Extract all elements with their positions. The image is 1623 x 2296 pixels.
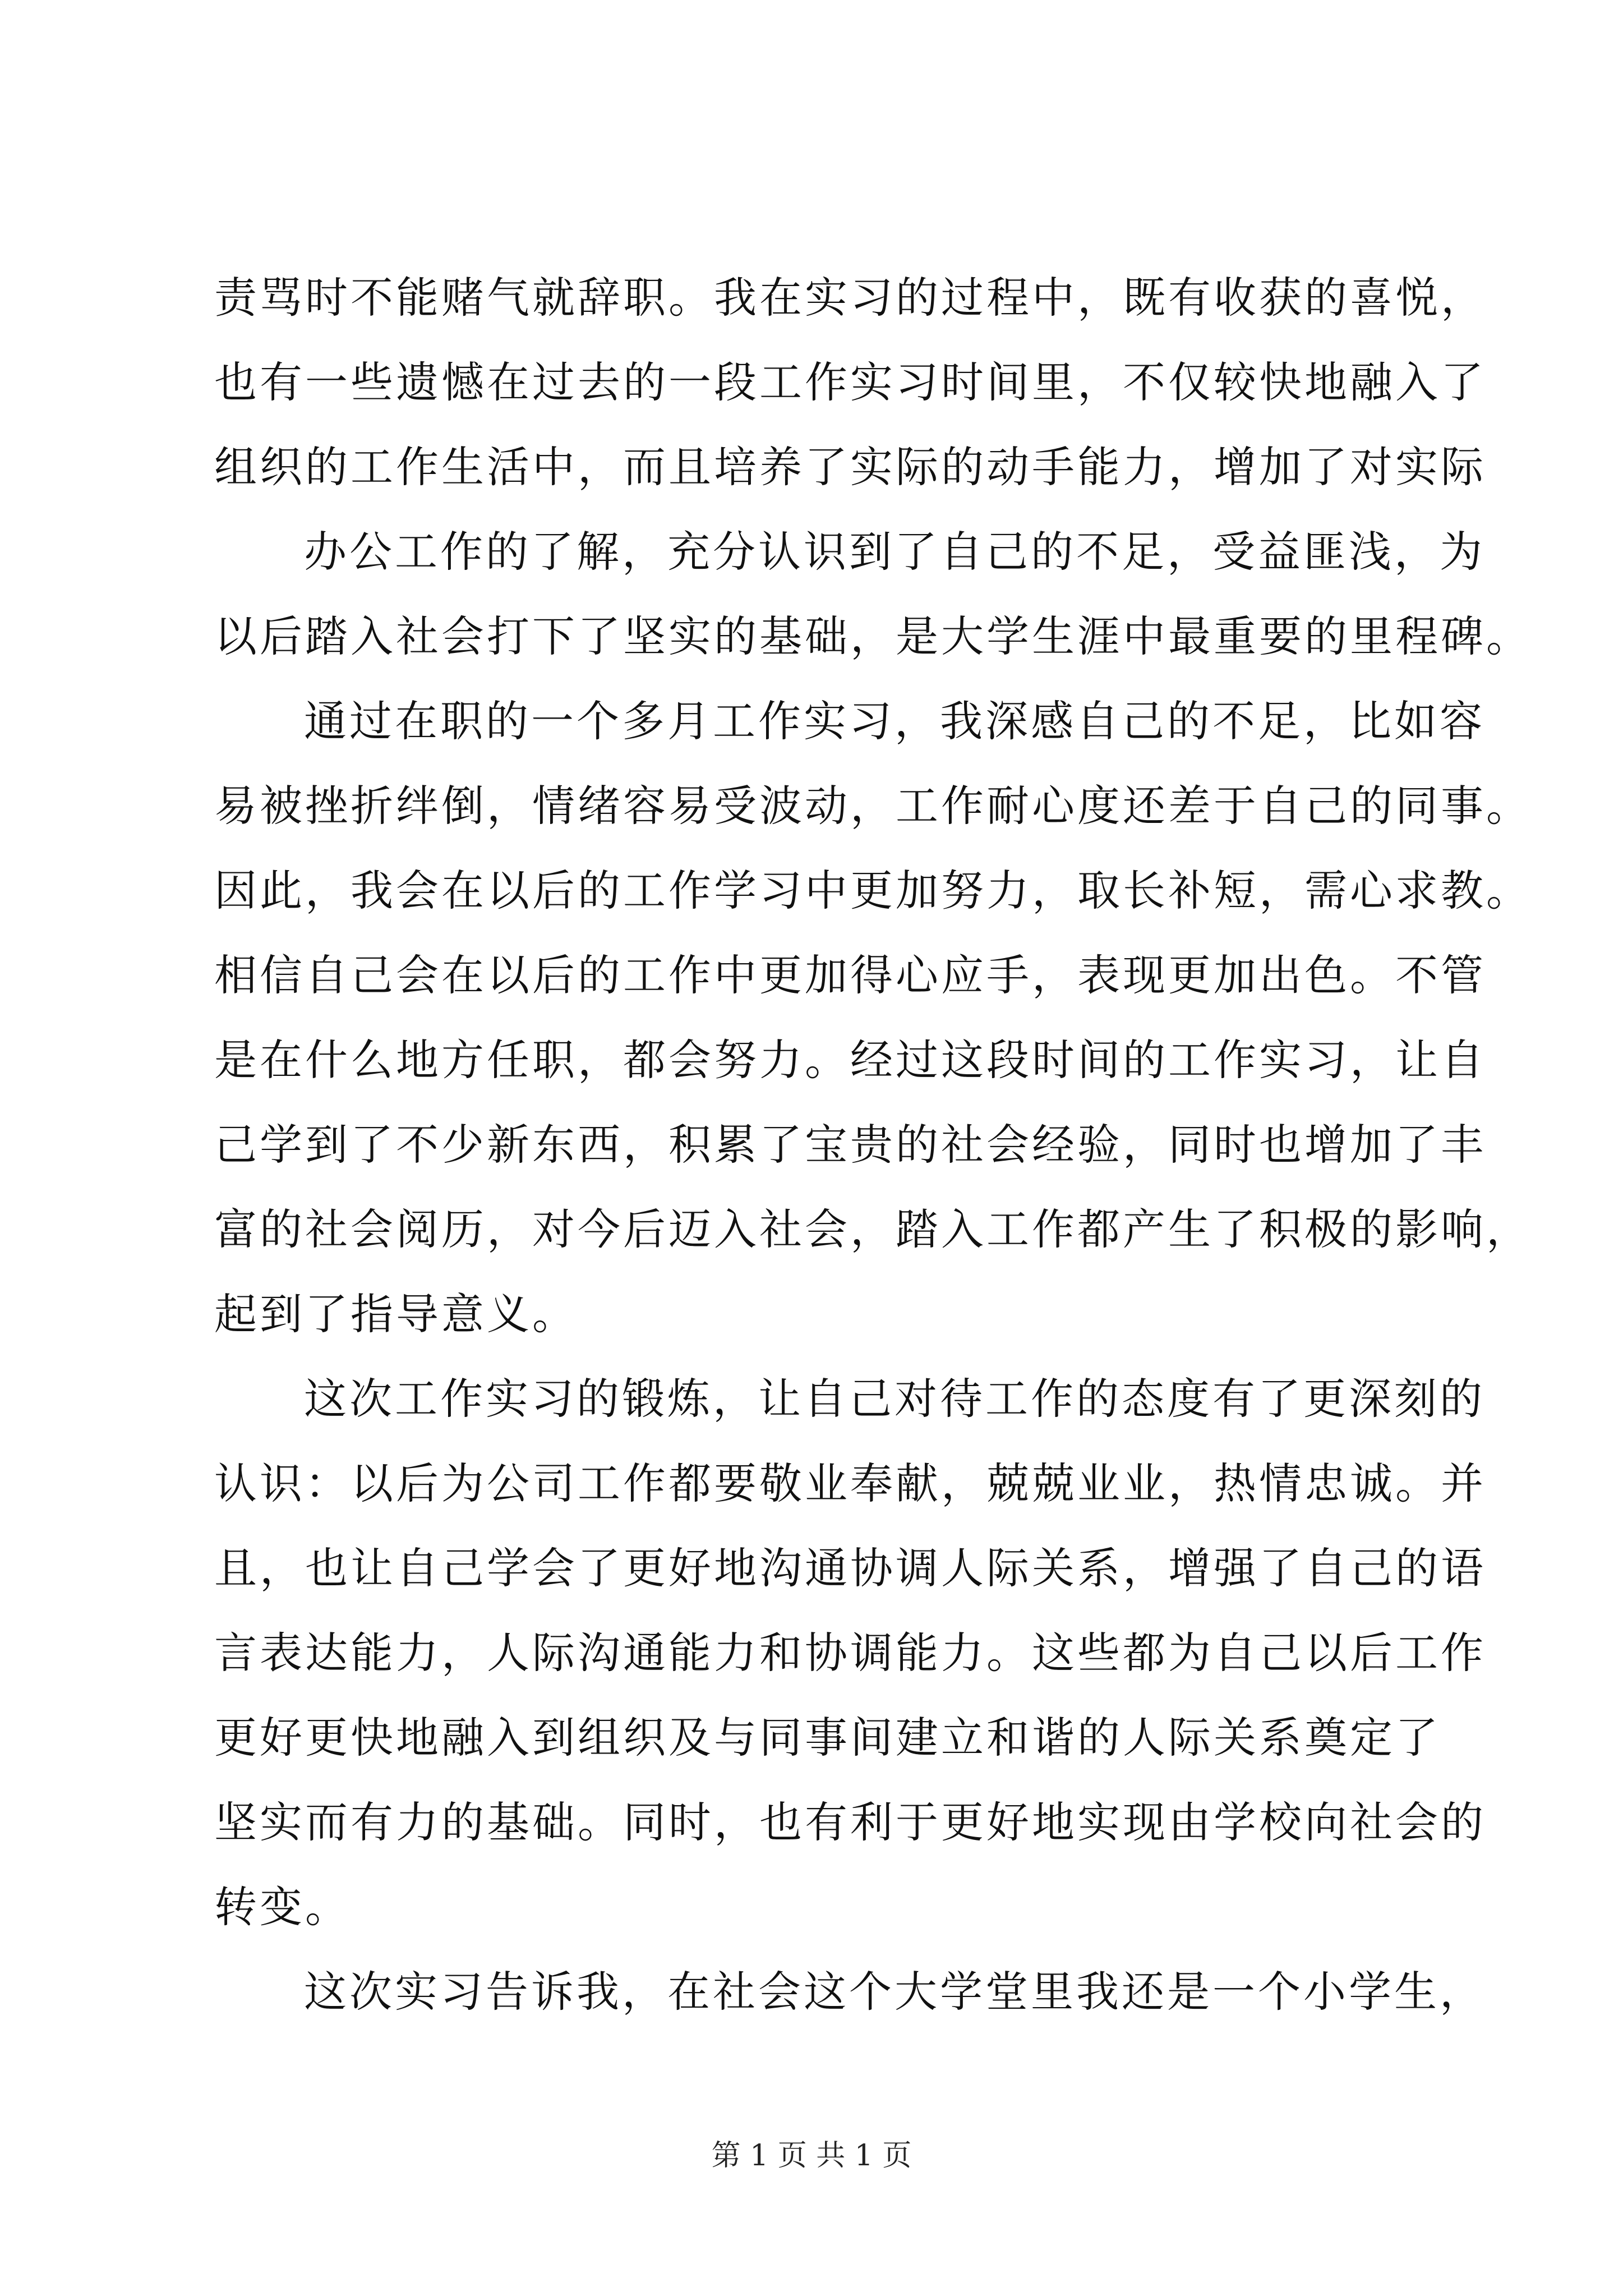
text-line: 坚实而有力的基础。同时，也有利于更好地实现由学校向社会的: [214, 1797, 1486, 1847]
text-line: 这次实习告诉我，在社会这个大学堂里我还是一个小学生，: [304, 1967, 1485, 2017]
text-line: 认识：以后为公司工作都要敬业奉献，兢兢业业，热情忠诚。并: [214, 1458, 1486, 1508]
document-body: [214, 255, 1532, 2034]
text-line: 责骂时不能赌气就辞职。我在实习的过程中，既有收获的喜悦，: [214, 273, 1486, 323]
text-line: 转变。: [214, 1882, 351, 1932]
text-line: 这次工作实习的锻炼，让自己对待工作的态度有了更深刻的: [304, 1374, 1485, 1424]
text-line: 起到了指导意义。: [214, 1289, 578, 1339]
text-line: 更好更快地融入到组织及与同事间建立和谐的人际关系奠定了: [214, 1713, 1441, 1763]
text-line: 是在什么地方任职，都会努力。经过这段时间的工作实习，让自: [214, 1035, 1486, 1085]
text-line: 言表达能力，人际沟通能力和协调能力。这些都为自己以后工作: [214, 1628, 1486, 1678]
text-line: 相信自己会在以后的工作中更加得心应手，表现更加出色。不管: [214, 950, 1486, 1000]
text-line: 且，也让自己学会了更好地沟通协调人际关系，增强了自己的语: [214, 1543, 1486, 1593]
text-line: 也有一些遗憾在过去的一段工作实习时间里，不仅较快地融入了: [214, 357, 1486, 407]
text-line: 组织的工作生活中，而且培养了实际的动手能力，增加了对实际: [214, 442, 1486, 492]
text-line: 易被挫折绊倒，情绪容易受波动，工作耐心度还差于自己的同事。: [214, 781, 1532, 831]
text-line: 因此，我会在以后的工作学习中更加努力，取长补短，需心求教。: [214, 866, 1532, 915]
text-line: 办公工作的了解，充分认识到了自己的不足，受益匪浅，为: [304, 527, 1485, 577]
text-line: 以后踏入社会打下了坚实的基础，是大学生涯中最重要的里程碑。: [214, 611, 1532, 661]
text-line: 通过在职的一个多月工作实习，我深感自己的不足，比如容: [304, 696, 1485, 746]
page-footer: 第 1 页 共 1 页: [711, 2139, 912, 2173]
text-line: 己学到了不少新东西，积累了宝贵的社会经验，同时也增加了丰: [214, 1120, 1486, 1170]
text-line: 富的社会阅历，对今后迈入社会，踏入工作都产生了积极的影响，: [214, 1204, 1532, 1254]
